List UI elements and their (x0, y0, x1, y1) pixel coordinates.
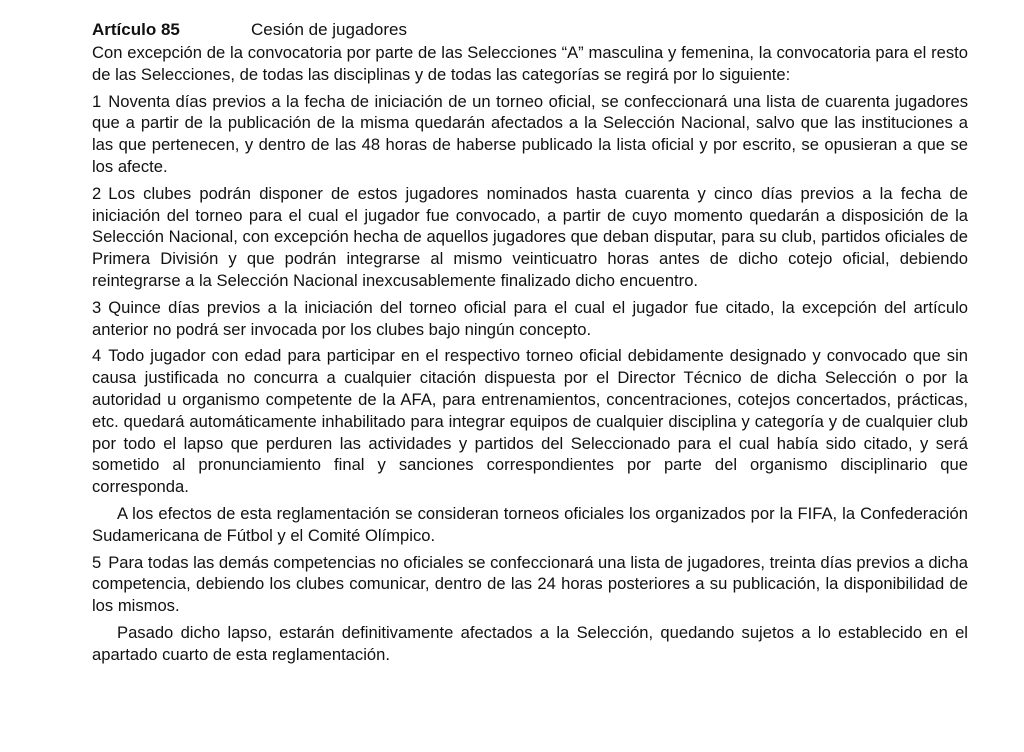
item-4-note: A los efectos de esta reglamentación se consideran torneos oficiales los organizados por la FIFA, la Confederación Sudamericana de Fútbol y el Comité Olímpico. (92, 503, 968, 545)
item-5-note: Pasado dicho lapso, estarán definitivamente afectados a la Selección, quedando sujetos a lo establecido en el apartado cuarto de esta reglamentación. (92, 622, 968, 664)
item-5-text: Para todas las demás competencias no oficiales se confeccionará una lista de jugadores, treinta días previos a dicha competencia, debiendo los clubes comunicar, dentro de las 24 horas posteriores a su publicación, la disponibilidad de los mismos. (92, 552, 968, 616)
item-3 (92, 297, 968, 341)
item-3-number: 3 (92, 297, 102, 317)
item-3-text: Quince días previos a la iniciación del torneo oficial para el cual el jugador fue citado, la excepción del artículo anterior no podrá ser invocada por los clubes bajo ningún concepto. (92, 297, 968, 339)
item-4-text: Todo jugador con edad para participar en el respectivo torneo oficial debidamente designado y convocado que sin causa justificada no concurra a cualquier citación dispuesta por el Director Técnico de dicha Selección o por la autoridad u organismo competente de la AFA, para entrenamientos, concentraciones, cotejos concertados, prácticas, etc. quedará automáticamente inhabilitado para integrar equipos de cualquier disciplina y categoría y de cualquier club por todo el lapso que perduren las actividades y partidos del Seleccionado para el cual había sido citado, y será sometido al pronunciamiento final y sanciones correspondientes por parte del organismo disciplinario que corresponda. (92, 346, 968, 497)
item-1 (92, 91, 968, 178)
item-5 (92, 552, 968, 617)
item-1-text: Noventa días previos a la fecha de iniciación de un torneo oficial, se confeccionará una lista de cuarenta jugadores que a partir de la publicación de la misma quedarán afectados a la Selección Nacional, salvo que las instituciones a las que pertenecen, y dentro de las 48 horas de haberse publicado la lista oficial y por escrito, se opusieran a que se los afecte. (92, 91, 968, 176)
item-4-number: 4 (92, 346, 102, 366)
item-2-number: 2 (92, 183, 102, 203)
item-4 (92, 345, 968, 498)
item-2 (92, 183, 968, 292)
item-2-text: Los clubes podrán disponer de estos jugadores nominados hasta cuarenta y cinco días previos a la fecha de iniciación del torneo para el cual el jugador fue convocado, a partir de cuyo momento quedarán a disposición de la Selección Nacional, con excepción hecha de aquellos jugadores que deban disputar, para su club, partidos oficiales de Primera División y que podrán integrarse al mismo veinticuatro horas antes de dicho cotejo oficial, debiendo reintegrarse a la Selección Nacional inexcusablemente finalizado dicho encuentro. (92, 183, 968, 290)
intro-paragraph: Con excepción de la convocatoria por parte de las Selecciones “A” masculina y femenina, la convocatoria para el resto de las Selecciones, de todas las disciplinas y de todas las categorías se regirá por lo siguiente: (92, 43, 968, 84)
article-title: Cesión de jugadores (251, 20, 407, 39)
item-1-number: 1 (92, 91, 102, 111)
article-heading (92, 19, 968, 41)
article-number: Artículo 85 (92, 20, 180, 39)
item-5-number: 5 (92, 552, 102, 572)
